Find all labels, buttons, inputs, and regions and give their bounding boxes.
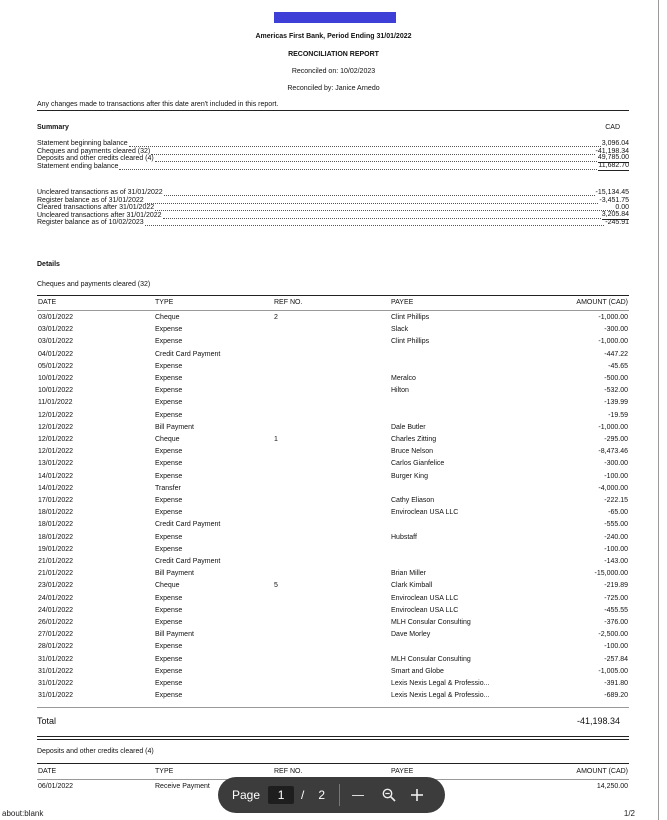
zoom-fit-icon[interactable]	[382, 788, 396, 802]
notice-rule	[37, 110, 629, 111]
cell-date: 17/01/2022	[38, 497, 74, 504]
cell-date: 31/01/2022	[38, 667, 74, 675]
table-row	[37, 631, 629, 643]
summary-line	[37, 163, 629, 171]
table-row	[37, 375, 629, 387]
cell-date: 12/01/2022	[38, 436, 74, 443]
toolbar-divider	[339, 784, 340, 806]
cell-date: 18/01/2022	[38, 521, 74, 529]
table-row	[37, 351, 629, 363]
cell-date: 31/01/2022	[38, 680, 74, 687]
summary-line-label: Register balance as of 31/01/2022	[37, 196, 144, 204]
viewer-scroll-edge	[658, 0, 667, 820]
summary-line-value: 49,785.00	[597, 154, 629, 162]
col-payee-header: PAYEE	[391, 299, 414, 306]
summary-line-value: -245.91	[605, 219, 629, 227]
cell-date: 24/01/2022	[38, 594, 74, 602]
cell-date: 14/01/2022	[38, 472, 74, 480]
cell-date: 13/01/2022	[38, 460, 74, 468]
cell-payee: Clint Phillips	[391, 338, 430, 346]
cell-payee: Burger King	[391, 472, 428, 480]
table-row	[37, 668, 629, 680]
table-row	[37, 473, 629, 485]
cell-amount: -300.00	[604, 326, 628, 334]
cell-date: 12/01/2022	[38, 423, 74, 431]
summary-line-value: 0.00	[615, 204, 629, 212]
cell-date: 31/01/2022	[38, 692, 74, 700]
cell-payee: Hilton	[391, 387, 409, 395]
bank-period-line: Americas First Bank, Period Ending 31/01/2022	[255, 33, 412, 40]
cell-amount: -1,000.00	[598, 314, 628, 321]
cell-type: Expense	[155, 545, 183, 553]
total-label: Total	[37, 716, 57, 726]
deposits-section-title: Deposits and other credits cleared (4)	[37, 748, 154, 755]
cell-amount: -1,000.00	[598, 338, 628, 346]
cell-payee: MLH Consular Consulting	[391, 655, 471, 663]
table-row	[37, 448, 629, 460]
cell-date: 31/01/2022	[38, 655, 74, 663]
cell-payee: Enviroclean USA LLC	[391, 509, 459, 517]
cell-type: Expense	[155, 460, 183, 468]
changes-notice: Any changes made to transactions after this date aren't included in this report.	[37, 101, 279, 108]
zoom-out-icon[interactable]	[352, 795, 364, 796]
current-page-input[interactable]: 1	[268, 786, 294, 804]
cell-type: Bill Payment	[155, 631, 194, 639]
total-double-rule-1	[37, 736, 629, 737]
dot-leader	[145, 198, 599, 204]
summary-line-label: Statement ending balance	[37, 162, 119, 170]
cell-payee: Lexis Nexis Legal & Professio...	[391, 680, 490, 687]
deposits-top-rule	[37, 763, 629, 764]
pdf-viewer-toolbar	[218, 777, 445, 813]
cell-date: 04/01/2022	[38, 350, 74, 358]
cell-amount: -376.00	[604, 619, 628, 626]
dot-leader	[164, 190, 595, 196]
cell-type: Expense	[155, 411, 183, 419]
report-title: RECONCILIATION REPORT	[288, 51, 379, 58]
cell-amount: -725.00	[604, 594, 628, 602]
cell-type: Expense	[155, 680, 183, 687]
cell-payee: Meralco	[391, 375, 416, 382]
summary-line-label: Uncleared transactions as of 31/01/2022	[37, 189, 163, 196]
cell-payee: Dave Morley	[391, 631, 431, 639]
summary-line-value: -15,134.45	[595, 189, 629, 196]
cell-type: Expense	[155, 619, 183, 626]
cell-date: 11/01/2022	[38, 399, 73, 407]
zoom-in-icon[interactable]	[410, 788, 424, 802]
summary-line-value: 11,682.70	[598, 161, 629, 169]
cell-payee: Dale Butler	[391, 423, 426, 431]
table-row	[37, 521, 629, 533]
total-double-rule-2	[37, 739, 629, 740]
cell-type: Expense	[155, 375, 183, 382]
cheques-section-title: Cheques and payments cleared (32)	[37, 281, 151, 288]
cell-payee: Bruce Nelson	[391, 448, 434, 456]
cell-date: 05/01/2022	[38, 362, 74, 370]
summary-title: Summary	[37, 124, 69, 131]
cell-type: Cheque	[155, 582, 180, 590]
summary-line-label: Cleared transactions after 31/01/2022	[37, 204, 155, 212]
cell-payee: Enviroclean USA LLC	[391, 606, 459, 614]
total-value: -41,198.34	[576, 716, 620, 726]
dep-col-ref-header: REF NO.	[274, 768, 303, 775]
table-row	[37, 534, 629, 546]
cell-amount: -8,473.46	[598, 448, 628, 456]
cell-date: 10/01/2022	[38, 375, 74, 382]
cell-amount: -219.89	[604, 582, 628, 590]
cell-type: Expense	[155, 472, 183, 480]
cell-date: 18/01/2022	[38, 509, 74, 517]
cell-date: 24/01/2022	[38, 606, 74, 614]
cell-date: 18/01/2022	[38, 533, 74, 541]
cell-payee: Brian Miller	[391, 570, 427, 578]
dot-leader	[129, 141, 601, 147]
cell-payee: Charles Zitting	[391, 436, 437, 443]
col-ref-header: REF NO.	[274, 299, 303, 306]
summary-line-label: Deposits and other credits cleared (4)	[37, 155, 154, 163]
table-row	[37, 570, 629, 582]
cell-type: Cheque	[155, 314, 180, 321]
cell-date: 06/01/2022	[38, 783, 74, 790]
table-row	[37, 424, 629, 436]
cell-type: Bill Payment	[155, 423, 194, 431]
cell-type: Credit Card Payment	[155, 521, 221, 529]
cell-ref: 2	[274, 314, 278, 321]
dep-col-type-header: TYPE	[155, 768, 174, 775]
table-row	[37, 338, 629, 350]
cell-type: Expense	[155, 509, 183, 517]
table-row	[37, 643, 629, 655]
table-row	[37, 607, 629, 619]
cell-date: 14/01/2022	[38, 484, 74, 492]
reconciled-on: Reconciled on: 10/02/2023	[291, 68, 376, 75]
table-row	[37, 387, 629, 399]
cell-amount: -555.00	[604, 521, 628, 529]
table-row	[37, 363, 629, 375]
cell-type: Expense	[155, 667, 183, 675]
cheques-table-header	[37, 299, 629, 309]
table-row	[37, 582, 629, 594]
table-row	[37, 595, 629, 607]
dot-leader	[151, 149, 594, 155]
total-top-rule	[37, 707, 629, 708]
cell-type: Transfer	[155, 484, 181, 492]
footer-page-number: 1/2	[623, 809, 635, 818]
summary-line-label: Uncleared transactions after 31/01/2022	[37, 211, 162, 219]
company-logo	[274, 12, 396, 23]
cell-type: Receive Payment	[155, 783, 210, 790]
cell-amount: -4,000.00	[598, 484, 628, 492]
page-separator: /	[301, 788, 305, 802]
table-row	[37, 485, 629, 497]
dot-leader	[155, 205, 614, 211]
cell-amount: -139.99	[604, 399, 628, 407]
cell-date: 27/01/2022	[38, 631, 74, 639]
summary-currency: CAD	[605, 124, 620, 131]
col-type-header: TYPE	[155, 299, 174, 306]
cell-amount: -532.00	[604, 387, 628, 395]
cell-payee: Smart and Globe	[391, 667, 444, 675]
summary-line-label: Statement beginning balance	[37, 140, 128, 147]
cell-date: 12/01/2022	[38, 448, 74, 456]
table-row	[37, 546, 629, 558]
table-row	[37, 326, 629, 338]
cell-amount: -65.00	[608, 509, 628, 517]
cell-date: 21/01/2022	[38, 558, 74, 565]
table-row	[37, 314, 629, 326]
col-amount-header: AMOUNT (CAD)	[576, 299, 628, 306]
cell-amount: -15,000.00	[594, 570, 628, 578]
dot-leader	[163, 213, 601, 219]
cell-ref: 5	[274, 582, 278, 590]
cheques-top-rule	[37, 295, 629, 296]
cell-type: Expense	[155, 655, 183, 663]
cell-type: Expense	[155, 533, 183, 541]
cell-payee: Slack	[391, 326, 409, 334]
cell-amount: -100.00	[604, 545, 628, 553]
cheques-header-rule	[37, 310, 629, 311]
table-row	[37, 399, 629, 411]
dep-col-date-header: DATE	[38, 768, 57, 775]
cell-date: 26/01/2022	[38, 619, 74, 626]
cell-type: Credit Card Payment	[155, 558, 221, 565]
cell-amount: -689.20	[604, 692, 628, 700]
summary-line-value: 3,096.04	[601, 140, 629, 147]
cell-amount: -391.80	[604, 680, 628, 687]
dot-leader	[155, 156, 597, 162]
reconciled-by: Reconciled by: Janice Arnedo	[287, 85, 380, 92]
cell-amount: -2,500.00	[598, 631, 628, 639]
summary-line-label: Cheques and payments cleared (32)	[37, 147, 151, 155]
cell-type: Expense	[155, 387, 183, 395]
cell-payee: Carlos Gianfelice	[391, 460, 445, 468]
cell-amount: -257.84	[604, 655, 628, 663]
cell-amount: -222.15	[604, 497, 628, 504]
cell-type: Expense	[155, 497, 183, 504]
cell-date: 28/01/2022	[38, 643, 74, 651]
cell-amount: -295.00	[604, 436, 628, 443]
table-row	[37, 692, 629, 704]
total-pages: 2	[318, 788, 326, 802]
cell-payee: Clint Phillips	[391, 314, 430, 321]
summary-line-value: -3,451.75	[599, 196, 629, 204]
cell-amount: -1,005.00	[598, 667, 628, 675]
cell-type: Cheque	[155, 436, 180, 443]
summary-line-label: Register balance as of 10/02/2023	[37, 219, 144, 227]
cell-date: 12/01/2022	[38, 411, 74, 419]
table-row	[37, 460, 629, 472]
cell-amount: -100.00	[604, 643, 628, 651]
cell-type: Bill Payment	[155, 570, 194, 578]
cell-type: Credit Card Payment	[155, 350, 221, 358]
table-row	[37, 412, 629, 424]
cell-type: Expense	[155, 326, 183, 334]
cell-amount: -447.22	[604, 350, 628, 358]
table-row	[37, 497, 629, 509]
dep-col-amount-header: AMOUNT (CAD)	[576, 768, 628, 775]
cell-type: Expense	[155, 594, 183, 602]
dep-col-payee-header: PAYEE	[391, 768, 414, 775]
cell-date: 23/01/2022	[38, 582, 74, 590]
summary-line-value: 3,205.84	[601, 210, 629, 218]
cell-amount: 14,250.00	[596, 783, 628, 790]
details-title: Details	[37, 261, 60, 268]
footer-url: about:blank	[2, 809, 44, 818]
cell-type: Expense	[155, 362, 183, 370]
cell-date: 03/01/2022	[38, 326, 74, 334]
cell-date: 10/01/2022	[38, 387, 74, 395]
cell-type: Expense	[155, 338, 183, 346]
cell-amount: -1,000.00	[598, 423, 628, 431]
cell-type: Expense	[155, 606, 183, 614]
cell-amount: -143.00	[604, 558, 628, 565]
cell-date: 03/01/2022	[38, 338, 74, 346]
cell-amount: -455.55	[604, 606, 628, 614]
dot-leader	[119, 164, 597, 170]
table-row	[37, 558, 629, 570]
cell-payee: MLH Consular Consulting	[391, 619, 471, 626]
summary-line	[37, 219, 629, 227]
cell-amount: -300.00	[604, 460, 628, 468]
cell-date: 21/01/2022	[38, 570, 74, 578]
cell-amount: -500.00	[604, 375, 628, 382]
table-row	[37, 619, 629, 631]
cell-type: Expense	[155, 643, 183, 651]
table-row	[37, 680, 629, 692]
cell-payee: Clark Kimball	[391, 582, 433, 590]
cell-payee: Lexis Nexis Legal & Professio...	[391, 692, 490, 700]
dot-leader	[145, 220, 605, 226]
cell-payee: Cathy Eliason	[391, 497, 435, 504]
cell-date: 03/01/2022	[38, 314, 74, 321]
cell-date: 19/01/2022	[38, 545, 74, 553]
cell-type: Expense	[155, 448, 183, 456]
cell-ref: 1	[274, 436, 278, 443]
cell-amount: -19.59	[608, 411, 628, 419]
cell-payee: Enviroclean USA LLC	[391, 594, 459, 602]
cell-amount: -240.00	[604, 533, 628, 541]
table-row	[37, 436, 629, 448]
table-row	[37, 509, 629, 521]
page-label: Page	[232, 788, 261, 802]
cell-amount: -100.00	[604, 472, 628, 480]
cell-type: Expense	[155, 692, 183, 700]
table-row	[37, 656, 629, 668]
summary-line-value: -41,198.34	[595, 147, 629, 155]
col-date-header: DATE	[38, 299, 57, 306]
cell-payee: Hubstaff	[391, 533, 417, 541]
cell-type: Expense	[155, 399, 183, 407]
cell-amount: -45.65	[608, 362, 628, 370]
